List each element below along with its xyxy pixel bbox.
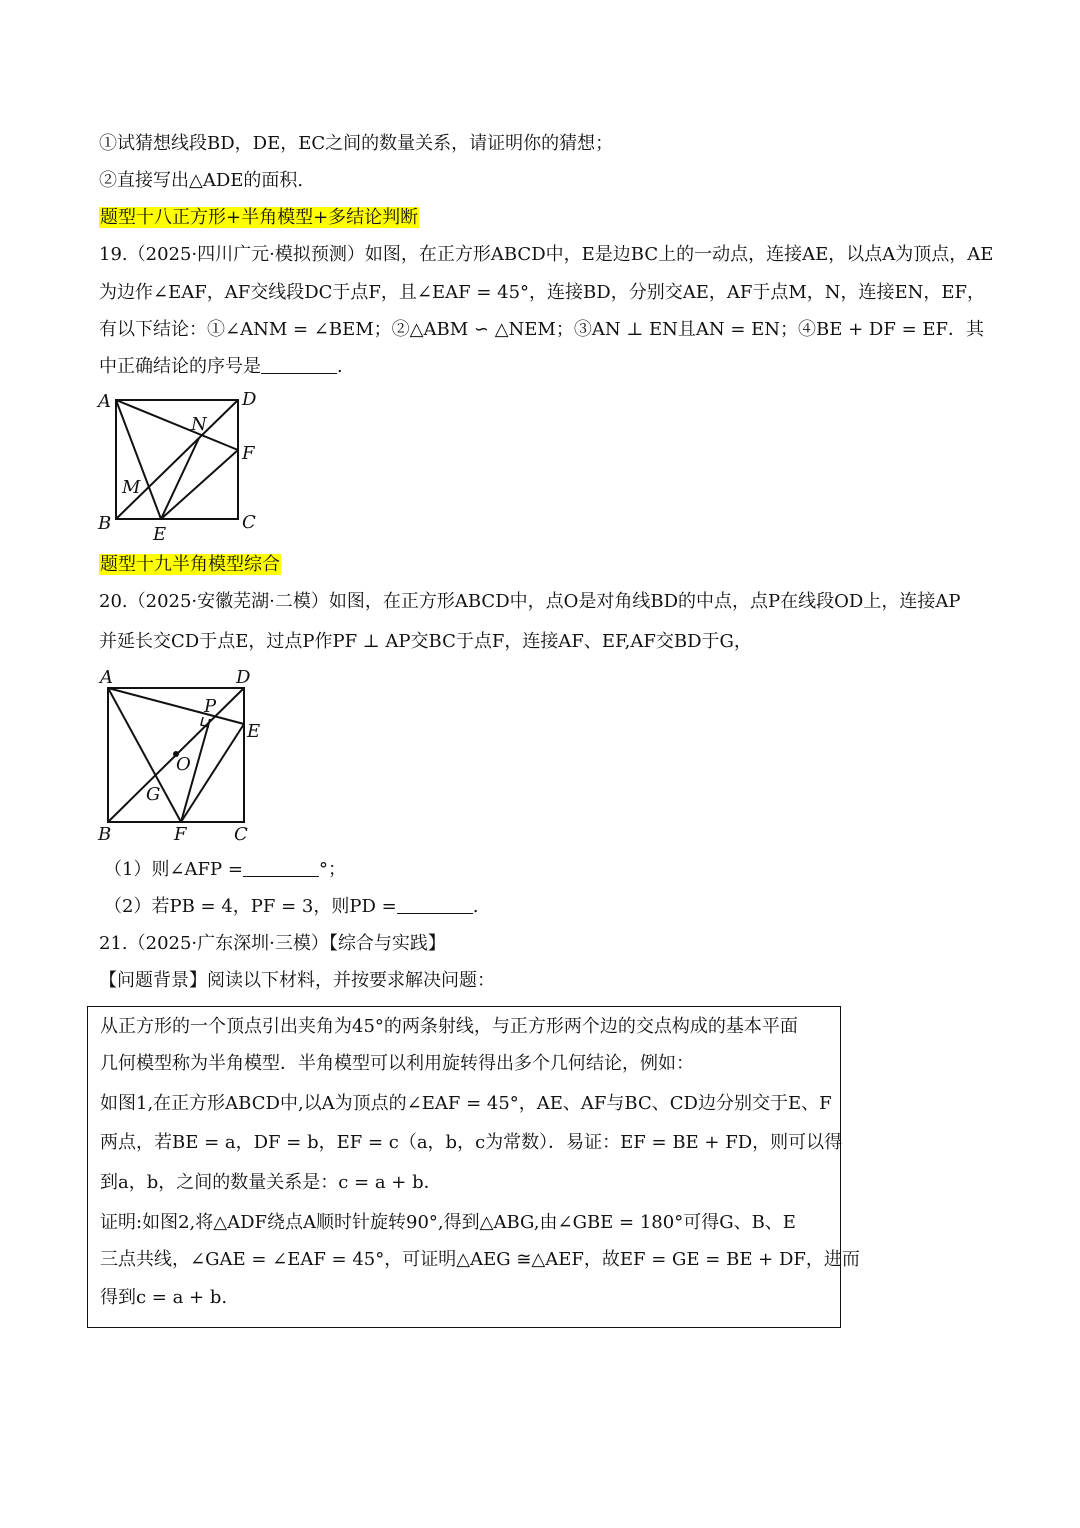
- q19-figure-svg: [90, 386, 270, 546]
- q21-box-line-2: 几何模型称为半角模型．半角模型可以利用旋转得出多个几何结论，例如：: [100, 1053, 694, 1074]
- q21-box-line-7: 三点共线，∠GAE = ∠EAF = 45°，可证明△AEG ≅△AEF，故EF = GE = BE + DF，进而: [100, 1249, 860, 1270]
- q19-figure: [90, 386, 270, 546]
- q20-label-f: F: [174, 824, 187, 845]
- q19-label-n: N: [191, 414, 207, 435]
- q20-segment-ae: [108, 688, 244, 724]
- section-19-heading: [99, 552, 281, 578]
- q19-label-a: A: [98, 391, 111, 412]
- q20-label-d: D: [236, 667, 251, 688]
- q20-sub-1-suffix: °；: [318, 859, 346, 880]
- q21-box-line-6: 证明:如图2,将△ADF绕点A顺时针旋转90°,得到△ABG,由∠GBE = 180°可得G、B、E: [100, 1212, 796, 1233]
- q19-segment-en: [161, 438, 199, 519]
- section-19-title: 题型十九半角模型综合: [100, 554, 280, 575]
- q20-sub-2-blank[interactable]: [397, 895, 473, 914]
- q20-sub-1: [104, 857, 346, 883]
- q20-sub-2-suffix: .: [472, 896, 479, 917]
- q20-label-a: A: [100, 667, 113, 688]
- q20-segment-af: [108, 688, 181, 822]
- q19-segment-ae: [116, 400, 161, 519]
- q19-label-m: M: [122, 477, 141, 498]
- q20-label-g: G: [146, 784, 161, 805]
- q20-label-e: E: [247, 721, 261, 742]
- q19-line-4-suffix: .: [337, 356, 343, 377]
- q19-line-1: 19.（2025·四川广元·模拟预测）如图，在正方形ABCD中，E是边BC上的一动点，连接AE，以点A为顶点，AE: [99, 244, 994, 265]
- q20-figure: [90, 664, 280, 846]
- q19-label-d: D: [242, 389, 257, 410]
- q21-box-line-8: 得到c = a + b.: [100, 1287, 228, 1308]
- q20-sub-2-text: （2）若PB = 4，PF = 3，则PD =: [104, 896, 397, 917]
- q19-label-f: F: [242, 443, 255, 464]
- q20-sub-1-blank[interactable]: [243, 858, 319, 877]
- q19-diagonal-bd: [116, 400, 238, 519]
- q20-sub-2: [104, 894, 478, 920]
- q21-box-line-4: 两点，若BE = a，DF = b，EF = c（a，b，c为常数）．易证：EF = BE + FD，则可以得: [100, 1132, 843, 1153]
- q19-label-e: E: [153, 524, 167, 545]
- q19-segment-af: [116, 400, 238, 450]
- q21-box-line-1: 从正方形的一个顶点引出夹角为45°的两条射线，与正方形两个边的交点构成的基本平面: [100, 1016, 798, 1037]
- q19-answer-blank[interactable]: [261, 355, 337, 374]
- q19-label-c: C: [242, 512, 256, 533]
- q19-label-b: B: [98, 513, 112, 534]
- q21-title: 21.（2025·广东深圳·三模）【综合与实践】: [99, 933, 446, 954]
- section-18-heading: [99, 205, 419, 231]
- q20-label-b: B: [98, 824, 112, 845]
- q19-line-4-text: 中正确结论的序号是: [99, 356, 261, 377]
- q21-material-box: [87, 1006, 860, 1328]
- q18-part-2: ②直接写出△ADE的面积.: [99, 170, 304, 191]
- q21-background: 【问题背景】阅读以下材料，并按要求解决问题：: [99, 970, 495, 991]
- q19-segment-ef: [161, 450, 238, 519]
- q20-line-2: 并延长交CD于点E，过点P作PF ⊥ AP交BC于点F，连接AF、EF,AF交BD于G，: [99, 631, 752, 652]
- q21-box-line-5: 到a，b，之间的数量关系是：c = a + b．: [100, 1172, 442, 1193]
- q18-part-1: ①试猜想线段BD，DE，EC之间的数量关系，请证明你的猜想；: [99, 133, 614, 154]
- q20-figure-svg: [90, 664, 280, 846]
- section-18-title: 题型十八正方形+半角模型+多结论判断: [100, 207, 419, 228]
- q20-label-c: C: [234, 824, 248, 845]
- q19-line-3: 有以下结论：①∠ANM = ∠BEM；②△ABM ∽ △NEM；③AN ⊥ EN且AN = EN；④BE + DF = EF．其: [99, 319, 984, 340]
- q20-label-o: O: [176, 754, 191, 775]
- q19-line-2: 为边作∠EAF，AF交线段DC于点F，且∠EAF = 45°，连接BD，分别交AE，AF于点M，N，连接EN，EF，: [99, 282, 986, 303]
- q20-sub-1-text: （1）则∠AFP =: [104, 859, 243, 880]
- q20-line-1: 20.（2025·安徽芜湖·二模）如图，在正方形ABCD中，点O是对角线BD的中点，点P在线段OD上，连接AP: [99, 591, 961, 612]
- q19-line-4: [99, 354, 343, 380]
- q21-box-line-3: 如图1,在正方形ABCD中,以A为顶点的∠EAF = 45°，AE、AF与BC、CD边分别交于E、F: [100, 1093, 832, 1114]
- q20-label-p: P: [204, 696, 217, 717]
